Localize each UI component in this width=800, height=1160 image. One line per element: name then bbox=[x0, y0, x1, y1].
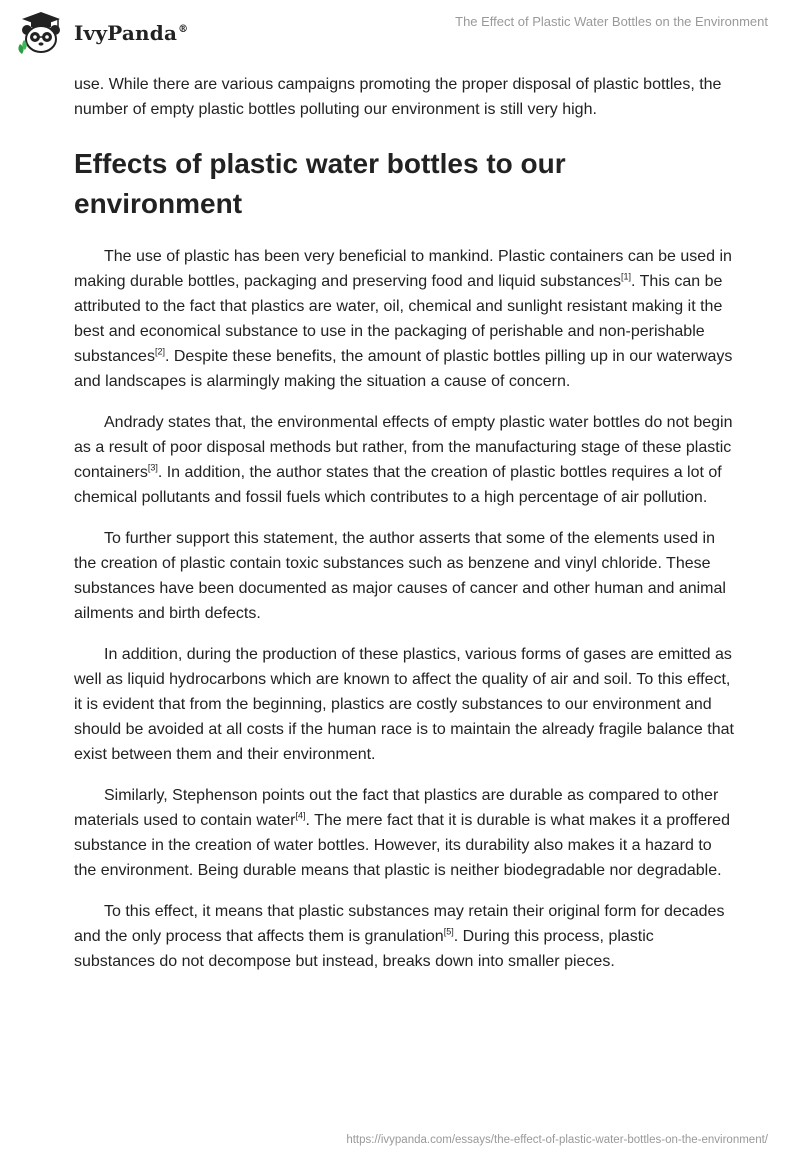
citation-link[interactable]: [4] bbox=[295, 810, 306, 821]
citation-link[interactable]: [5] bbox=[443, 926, 454, 937]
brand-name: IvyPanda® bbox=[74, 21, 189, 45]
paragraph-3: To further support this statement, the author asserts that some of the elements used in the creation of plastic contain toxic substances such as benzene and vinyl chloride. These substances have been documented as major causes of cancer and other human and animal ailments and birth defects. bbox=[74, 530, 726, 622]
paragraph-5: Similarly, Stephenson points out the fact that plastics are durable as compared to other materials used to contain water[4]. The mere fact that it is durable is what makes it a proffered substance in the creation of water bottles. However, its durability also makes it a hazard to the environment. Being durable means that plastic is neither biodegradable nor degradable. bbox=[74, 787, 730, 879]
ivypanda-logo[interactable] bbox=[16, 10, 188, 56]
page-header bbox=[0, 0, 800, 70]
citation-link[interactable]: [3] bbox=[147, 462, 158, 473]
citation-link[interactable]: [1] bbox=[621, 271, 632, 282]
panda-graduate-icon bbox=[16, 10, 66, 56]
section-heading: Effects of plastic water bottles to our environment bbox=[74, 148, 566, 219]
paragraph-1: The use of plastic has been very beneficial to mankind. Plastic containers can be used in making durable bottles, packaging and preserving food and liquid substances[1]. This can be attributed to the fact that plastics are water, oil, chemical and sunlight resistant making it the best and economical substance to use in the packaging of perishable and non-perishable substances[2]. Despite these benefits, the amount of plastic bottles pilling up in our waterways and landscapes is alarmingly making the situation a cause of concern. bbox=[74, 248, 733, 390]
paragraph-2: Andrady states that, the environmental effects of empty plastic water bottles do not begin as a result of poor disposal methods but rather, from the manufacturing stage of these plastic containers[3]. In addition, the author states that the creation of plastic bottles requires a lot of chemical pollutants and fossil fuels which contributes to a high percentage of air pollution. bbox=[74, 414, 733, 506]
paragraph-6: To this effect, it means that plastic substances may retain their original form for decades and the only process that affects them is granulation[5]. During this process, plastic substances do not decompose but instead, breaks down into smaller pieces. bbox=[74, 903, 725, 970]
paragraph-4: In addition, during the production of these plastics, various forms of gases are emitted as well as liquid hydrocarbons which are known to affect the quality of air and soil. To this effect, it is evident that from the beginning, plastics are costly substances to our environment and should be avoided at all costs if the human race is to maintain the already fragile balance that exist between them and their environment. bbox=[74, 646, 734, 763]
citation-link[interactable]: [2] bbox=[154, 346, 165, 357]
intro-paragraph: use. While there are various campaigns promoting the proper disposal of plastic bottles, the number of empty plastic bottles polluting our environment is still very high. bbox=[74, 76, 722, 118]
source-url[interactable]: https://ivypanda.com/essays/the-effect-of-plastic-water-bottles-on-the-environment/ bbox=[346, 1134, 768, 1146]
essay-body bbox=[74, 72, 734, 990]
document-title: The Effect of Plastic Water Bottles on the Environment bbox=[455, 14, 768, 29]
